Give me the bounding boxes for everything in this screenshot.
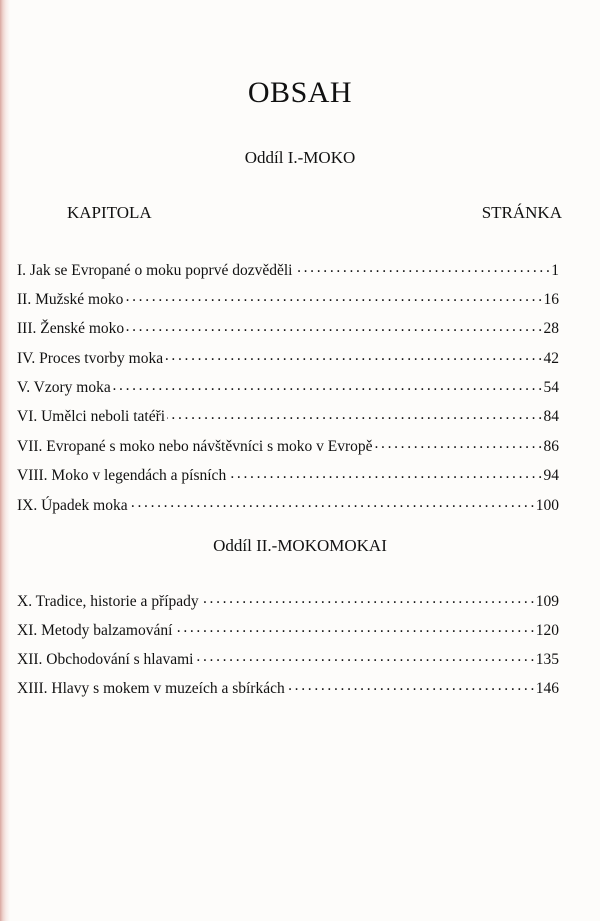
toc-entry-page: 16 (543, 290, 559, 308)
toc-dot-leader (113, 377, 542, 393)
toc-entry-title: IV. Proces tvorby moka (17, 349, 164, 367)
toc-entry-title: IX. Úpadek moka (17, 496, 128, 514)
toc-dot-leader (174, 619, 533, 635)
toc-dot-leader (126, 318, 541, 334)
toc-entry-page: 86 (543, 437, 559, 455)
toc-dot-leader (165, 347, 541, 363)
toc-dot-leader (287, 677, 534, 693)
toc-entry-title: III. Ženské moko (17, 320, 125, 338)
section-heading-2: Oddíl II.-MOKOMOKAI (213, 536, 387, 555)
toc-entry-title: X. Tradice, historie a případy (17, 592, 199, 610)
toc-entry (17, 318, 559, 347)
toc-entry-title: VIII. Moko v legendách a písních (17, 467, 227, 485)
toc-entry (17, 347, 559, 376)
toc-entry (17, 406, 559, 435)
toc-entry (17, 677, 559, 706)
toc-entry (17, 619, 559, 648)
toc-entry-page: 100 (535, 496, 559, 514)
toc-entry-title: V. Vzory moka (17, 379, 111, 397)
toc-dot-leader (196, 648, 534, 664)
toc-entry (17, 259, 559, 288)
toc-entry-title: I. Jak se Evropané o moku poprvé dozvěděli (17, 261, 293, 279)
toc-dot-leader (130, 494, 534, 510)
column-header-page: STRÁNKA (481, 203, 562, 222)
toc-entry (17, 590, 559, 619)
page-title: OBSAH (247, 76, 353, 109)
toc-entry-title: VI. Umělci neboli tatéři (17, 408, 166, 426)
toc-entry-page: 120 (535, 621, 559, 639)
toc-dot-leader (125, 288, 541, 304)
toc-dot-leader (228, 465, 541, 481)
toc-entry (17, 377, 559, 406)
toc-entry-title: XI. Metody balzamování (17, 621, 173, 639)
toc-entry (17, 465, 559, 494)
toc-entry (17, 288, 559, 317)
toc-entry-page: 94 (543, 467, 559, 485)
toc-entry-page: 146 (535, 679, 559, 697)
column-headers (67, 203, 562, 223)
toc-entry-page: 135 (535, 650, 559, 668)
toc-dot-leader (201, 590, 534, 606)
page-binding-edge (0, 0, 10, 921)
toc-entry-title: VII. Evropané s moko nebo návštěvníci s moko v Evropě (17, 437, 373, 455)
toc-entry (17, 648, 559, 677)
toc-entry-title: XII. Obchodování s hlavami (17, 650, 194, 668)
toc-entry (17, 494, 559, 523)
toc-dot-leader (375, 435, 542, 451)
toc-list-section-1 (17, 259, 559, 524)
toc-entry-page: 109 (535, 592, 559, 610)
toc-dot-leader (167, 406, 541, 422)
section-heading-1: Oddíl I.-MOKO (244, 148, 356, 167)
toc-entry-page: 28 (543, 320, 559, 338)
toc-entry (17, 435, 559, 464)
toc-entry-page: 54 (543, 379, 559, 397)
toc-list-section-2 (17, 590, 559, 706)
toc-entry-page: 84 (543, 408, 559, 426)
toc-entry-page: 1 (551, 261, 559, 279)
column-header-chapter: KAPITOLA (67, 203, 152, 222)
toc-entry-page: 42 (543, 349, 559, 367)
toc-dot-leader (294, 259, 549, 275)
toc-entry-title: XIII. Hlavy s mokem v muzeích a sbírkách (17, 679, 285, 697)
toc-entry-title: II. Mužské moko (17, 290, 124, 308)
